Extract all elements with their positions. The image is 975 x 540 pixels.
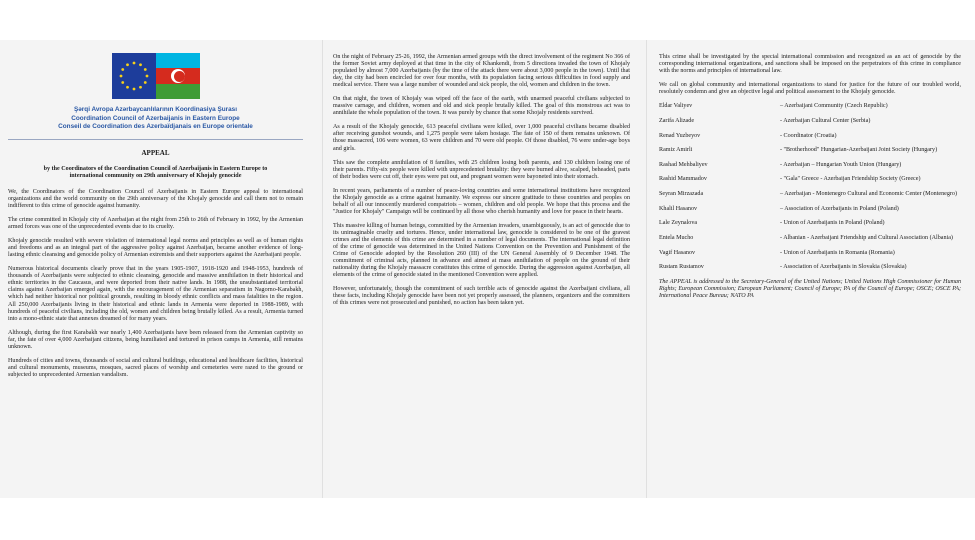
star-icon — [139, 63, 142, 66]
column-left — [8, 40, 308, 498]
signatory-name: Vagif Hasanov — [659, 249, 696, 256]
signatory-name: Lale Zeynalova — [659, 220, 698, 227]
signatory-row — [659, 191, 961, 198]
signatory-role: – Azerbaijani Community (Czech Republic) — [780, 103, 888, 110]
document-title: APPEAL — [141, 148, 170, 157]
signatory-role: - Azerbaijan Cultural Center (Serbia) — [780, 117, 871, 124]
star-icon — [121, 68, 124, 71]
signatory-name: Entela Mucho — [659, 235, 694, 241]
star-icon — [132, 88, 135, 91]
document-subtitle: by the Coordinators of the Coordination Council of Azerbaijanis in Eastern Europe to international community on 29th anniversary of Khojaly genocide — [43, 165, 268, 179]
star-icon — [145, 75, 148, 78]
paragraph: This massive killing of human beings, committed by the Armenian invaders, unambiguously, is an act of genocide due to its unimaginable cruelty and tortures. Hence, under international law, genocide is considered to be one of the gravest crimes and the elements of this crime are determined in a number of legal documents. The international legal definition of the crime of genocide was determined in the United Nations Convention on the Prevention and Punishment of the Crime of Genocide adopted by the Resolution 260 (III) of the UN General Assembly of 9 December 1948. The commitment of criminal acts, planned in advance and aimed at mass annihilation of people on the ground of their nationality during the Khojaly massacre constitutes this crime of genocide. During the aggression against Azerbaijan, all elements of the crime of genocide stated in the mentioned Convention were applied. — [333, 222, 630, 279]
paragraph: As a result of the Khojaly genocide, 613 peaceful civilians were killed, over 1,000 peaceful civilians became disabled after receiving gunshot wounds, and 1,275 people were taken hostage. The fate of 150 of them remains unknown. Of those massacred, 106 were women, 63 were children and 70 were old people. Of those disabled, 76 were under-age boys and girls. — [333, 124, 630, 152]
document-page — [0, 40, 975, 498]
signatory-row — [659, 147, 961, 154]
paragraph: Khojaly genocide resulted with severe violation of international legal norms and principles as well as of human rights and freedoms and as an integral part of the aggressive policy against Azerbaijan, became another evidence of long-lasting ethnic cleansing and genocide policy of Armenian extremists and their supporters against the Azerbaijani people. — [8, 238, 303, 259]
star-icon — [126, 86, 129, 89]
star-icon — [121, 81, 124, 84]
header-divider — [8, 139, 303, 140]
org-name-en: Coordination Council of Azerbaijanis in Eastern Europe — [71, 114, 240, 122]
signatory-row — [659, 206, 961, 213]
signatory-name: Rashid Mammadov — [659, 176, 707, 183]
azerbaijan-flag-icon — [156, 53, 200, 99]
paragraph: Numerous historical documents clearly prove that in the years 1905-1907, 1918-1920 and 1948-1953, hundreds of thousands of Azerbaijanis were subjected to ethnic cleansing, genocide and massive annihilation in their historical and ethnic territories in the Caucasus, and were deported from their native lands. In 1988, the unsubstantiated territorial claims against Azerbaijan emerged again, with the encouragement of the Armenian separatism in Nagorno-Karabakh, which had neither historical nor political grounds, resulting in bloody ethnic conflicts and mass fatalities in the region. All 250,000 Azerbaijanis living in their historical and ethnic lands in Armenia were deported in 1988-1989, with hundreds of peaceful civilians, including the old, women and children being brutally killed. As a result, Armenia turned into a mono-ethnic state that annexes dreamed of for many years. — [8, 266, 303, 322]
signatory-row — [659, 176, 961, 183]
signatory-row — [659, 103, 961, 110]
signatory-row — [659, 235, 961, 242]
signatory-row — [659, 118, 961, 125]
signatory-role: - "Gala" Greece - Azerbaijan Friendship Society (Greece) — [780, 176, 921, 183]
paragraph: In recent years, parliaments of a number of peace-loving countries and some international institutions have recognized the Khojaly genocide as a crime against humanity. We express our sincere gratitude to these countries and peoples on behalf of all our innocently murdered compatriots – women, children and old people. We hope that this process and the "Justice for Khojaly" Campaign will be continued by all those who cherish humanity and love for peace in their hearts. — [333, 187, 630, 215]
star-icon — [132, 62, 135, 65]
paragraph: This saw the complete annihilation of 8 families, with 25 children losing both parents, and 130 children losing one of their parents. Fifty-six people were killed with unprecedented brutality: they were burned alive, scalped, beheaded, parts of their bodies were cut off, their eyes were put out, and pregnant women were bayoneted into their stomach. — [333, 159, 630, 180]
star-icon — [119, 75, 122, 78]
middle-paragraphs — [333, 54, 630, 307]
signatory-name: Zarifa Alizade — [659, 117, 695, 124]
column-middle — [322, 40, 630, 498]
org-name-fr: Conseil de Coordination des Azerbaïdjanais en Europe orientale — [58, 123, 253, 131]
signatory-role: - Union of Azerbaijanis in Poland (Poland) — [780, 220, 885, 227]
star-icon — [143, 81, 146, 84]
signatory-role: - "Brotherhood" Hungarian-Azerbaijani Joint Society (Hungary) — [780, 147, 938, 154]
signatory-role: - Association of Azerbaijanis in Slovakia (Slovakia) — [780, 264, 907, 271]
paragraph: We, the Coordinators of the Coordination Council of Azerbaijanis in Eastern Europe appeal to international organizations and the world community on the 29th anniversary of the Khojaly genocide and call them not to remain indifferent to this crime of genocide against humanity. — [8, 188, 303, 210]
paragraph: On that night, the town of Khojaly was wiped off the face of the earth, with unarmed peaceful civilians subjected to massive carnage, and children, women and old and sick people brutally killed. The goal of this monstrous act was to annihilate the whole population of the town. It was purely by chance that some Khojaly residents survived. — [333, 96, 630, 117]
star-icon — [126, 63, 129, 66]
signatory-role: – Azerbaijan - Montenegro Cultural and Economic Center (Montenegro) — [780, 191, 958, 198]
flags-logo — [112, 53, 200, 99]
paragraph: This crime shall be investigated by the special international commission and recognized as an act of genocide by the corresponding international organizations, and sanctions shall be imposed on the perpetrators of this crime in compliance with the norms and principles of international law. — [659, 54, 961, 75]
signatory-role: – Association of Azerbaijanis in Poland (Poland) — [780, 205, 899, 212]
signatory-row — [659, 220, 961, 227]
paragraph: Although, during the first Karabakh war nearly 1,400 Azerbaijanis have been released from the Armenian captivity so far, the fate of over 4,000 Azerbaijani citizens, being humiliated and tortured in prison camps in Armenia, still remains unknown. — [8, 329, 303, 350]
signatory-role: - Coordinator (Croatia) — [780, 132, 837, 139]
paragraph: The crime committed in Khojaly city of Azerbaijan at the night from 25th to 26th of February in 1992, by the Armenian armed forces was one of the unprecedented events due to its cruelty. — [8, 217, 303, 231]
signatories-list — [659, 103, 961, 271]
signatory-name: Seyran Mirzazada — [659, 191, 704, 198]
signatory-row — [659, 250, 961, 257]
signatory-name: Ramiz Amirli — [659, 147, 693, 154]
right-paragraphs — [659, 54, 961, 96]
signatory-role: - Albanian - Azerbaijani Friendship and Cultural Association (Albania) — [780, 235, 953, 241]
paragraph: Hundreds of cities and towns, thousands of social and cultural buildings, educational and healthcare facilities, historical and cultural monuments, museums, mosques, sacred places of worship and cemeteries were razed to the ground or subjected to unprecedented Armenian vandalism. — [8, 357, 303, 378]
paragraph: However, unfortunately, though the commitment of such terrible acts of genocide against the Azerbaijani civilians, all these facts, including Khojaly genocide have been not yet properly assessed, the planners, organizers and the committers of this crimes were not prosecuted and punished, no action has been taken yet. — [333, 286, 630, 307]
signatory-name: Khalil Hasanov — [659, 205, 698, 212]
eu-flag-icon — [112, 53, 156, 99]
signatory-row — [659, 264, 961, 271]
signatory-name: Rustam Rustamov — [659, 264, 704, 271]
signatory-name: Renad Yuzbeyov — [659, 132, 701, 139]
star-icon — [143, 68, 146, 71]
paragraph: On the night of February 25-26, 1992, the Armenian armed groups with the direct involvement of the regiment No 366 of the former Soviet army deployed at that time in the city of Khankendi, from 5 directions invaded the town of Khojaly populated by almost 7,000 Azerbaijanis (by the time of the attack there were about 3,000 people in the town). Until that day, the city had been encircled for over four months, with its population facing serious difficulties in food supply and medical service. There was a large number of wounded and sick people, the old, women and children in the town. — [333, 54, 630, 89]
column-right — [646, 40, 961, 498]
org-name-az: Şərqi Avropa Azərbaycanlılarının Koordinasiya Şurası — [73, 106, 237, 113]
signatory-name: Eldar Valiyev — [659, 103, 693, 110]
star-icon — [139, 86, 142, 89]
signatory-row — [659, 133, 961, 140]
signatory-role: - Azerbaijan – Hungarian Youth Union (Hungary) — [780, 161, 902, 168]
paragraph: We call on global community and international organizations to stand for justice for the future of our troubled world, resolutely condemn and give an objective legal and political assessment to the Khojaly genocide. — [659, 82, 961, 96]
left-paragraphs — [8, 189, 303, 379]
signatory-row — [659, 162, 961, 169]
signatory-role: - Union of Azerbaijanis in Romania (Romania) — [780, 249, 895, 256]
addressees-note: The APPEAL is addressed to the Secretary-General of the United Nations; United Nations High Commissioner for Human Rights; European Commission; European Parliament; Council of Europe; PA of the Council of Europe; OSCE; OSCE PA; International Peace Bureau; NATO PA — [659, 278, 961, 300]
signatory-name: Rashad Mehbaliyev — [659, 161, 708, 168]
